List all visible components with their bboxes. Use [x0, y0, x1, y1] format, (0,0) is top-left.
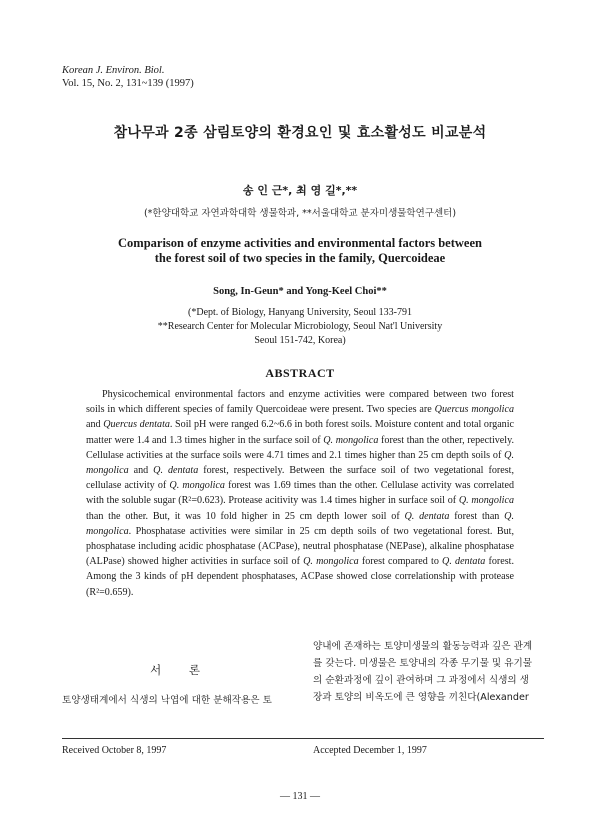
species-name: Q. dentata — [442, 556, 486, 568]
species-name: Quercus mongolica — [434, 404, 514, 416]
journal-volume: Vol. 15, No. 2, 131~139 (1997) — [62, 78, 194, 89]
introduction-heading: 서 론 — [150, 663, 212, 677]
intro-line: 의 순환과정에 깊이 관여하며 그 과정에서 식생의 생 — [313, 675, 529, 686]
korean-affiliation: (*한양대학교 자연과학대학 생물학과, **서울대학교 분자미생물학연구센터) — [143, 208, 457, 219]
journal-citation — [62, 64, 194, 90]
intro-line: 장과 토양의 비옥도에 큰 영향을 끼친다(Alexander — [313, 692, 529, 703]
english-title — [0, 236, 600, 266]
species-name: Q. dentata — [404, 510, 450, 522]
accepted-date: Accepted December 1, 1997 — [313, 745, 427, 756]
english-authors: Song, In-Geun* and Yong-Keel Choi** — [213, 286, 387, 297]
species-name: Quercus dentata — [103, 419, 170, 431]
affiliation-line1: (*Dept. of Biology, Hanyang University, Seoul 133-791 — [188, 307, 412, 318]
english-title-line1: Comparison of enzyme activities and environmental factors between — [118, 236, 482, 250]
intro-line: 를 갖는다. 미생물은 토양내의 각종 무기물 및 유기물 — [313, 658, 533, 669]
abstract-body — [86, 387, 514, 600]
english-title-line2: the forest soil of two species in the family, Quercoideae — [154, 251, 446, 265]
species-name: Q. mongolica — [323, 434, 379, 446]
species-name: Q. mongolica — [303, 556, 359, 568]
introduction-right-column — [313, 638, 545, 706]
korean-title: 참나무과 2종 삼림토양의 환경요인 및 효소활성도 비교분석 — [113, 125, 487, 141]
received-date: Received October 8, 1997 — [62, 745, 167, 756]
species-name: Q. mongolica — [458, 495, 514, 507]
species-name: Q. dentata — [153, 465, 199, 477]
abstract-paragraph: Physicochemical environmental factors and enzyme activities were compared between two forest soils in which different species of family Quercoideae were present. Two species are Quercus mongolica and Quercus dentata. Soil pH were ranged 6.2~6.6 in both forest soils. Moisture content and total organic matter were 1.4 and 1.3 times higher in the surface soil of Q. mongolica forest than the other, repectively. Cellulase activities at the surface soils were 4.71 times and 2.1 times higher than 25 cm depth soils of Q. mongolica and Q. dentata forest, respectively. Between the surface soil of two vegetational forest, cellulase activity of Q. mongolica forest was 1.69 times than the other. Cellulase activity was correlated with the soluble sugar (R²=0.623). Protease acitivity was 1.4 times higher in surface soil of Q. mongolica than the other. But, it was 10 fold higher in 25 cm depth lower soil of Q. dentata forest than Q. mongolica. Phosphatase activities were similar in 25 cm depth soils of two vegetational forest. But, phosphatase including acidic phosphatase (ACPase), neutral phosphatase (NEPase), alkaline phosphatase (ALPase) showed higher activities in surface soil of Q. mongolica forest compared to Q. dentata forest. Among the 3 kinds of pH dependent phosphatases, ACPase showed close correlationship with protease (R²=0.659). — [86, 389, 515, 598]
species-name: Q. mongolica — [86, 449, 514, 477]
footer-divider — [62, 738, 544, 739]
introduction-left-column — [62, 692, 300, 709]
intro-line: 양내에 존재하는 토양미생물의 활동능력과 깊은 관계 — [313, 641, 533, 652]
affiliation-line3: Seoul 151-742, Korea) — [254, 335, 346, 346]
journal-name: Korean J. Environ. Biol. — [62, 65, 165, 76]
english-affiliation — [0, 306, 600, 348]
affiliation-line2: **Research Center for Molecular Microbiology, Seoul Nat'l University — [157, 321, 443, 332]
abstract-heading: ABSTRACT — [265, 366, 335, 380]
page-number: — 131 — — [280, 791, 320, 802]
species-name: Q. mongolica — [169, 480, 225, 492]
species-name: Q. mongolica — [86, 510, 514, 537]
korean-authors: 송 인 근*, 최 영 길*,** — [242, 184, 358, 197]
intro-line: 토양생태계에서 식생의 낙엽에 대한 분해작용은 토 — [62, 695, 272, 706]
